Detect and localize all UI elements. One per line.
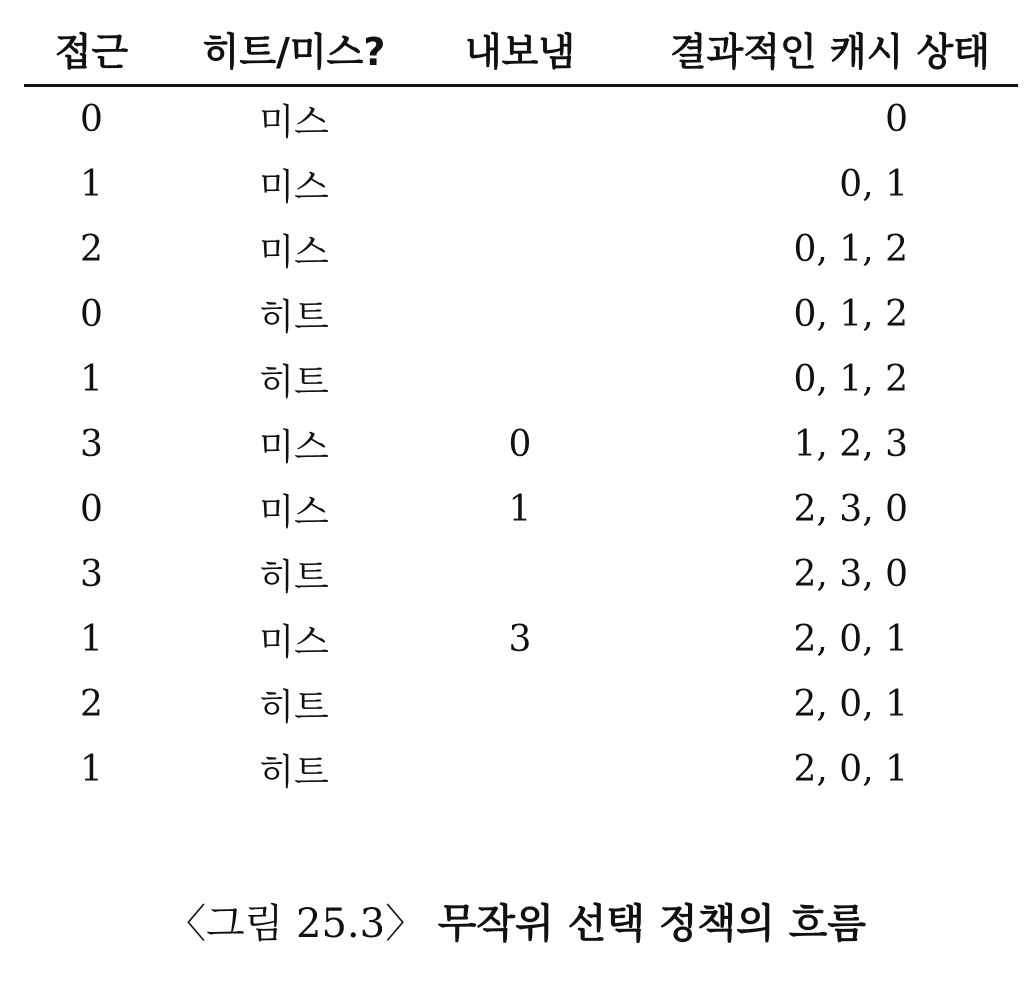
cell-access: 3 — [80, 554, 103, 595]
cell-cache-state: 2, 3, 0 — [793, 489, 908, 530]
cell-access: 2 — [80, 229, 103, 270]
cell-cache-state: 2, 0, 1 — [793, 749, 908, 790]
cell-access: 2 — [80, 684, 103, 725]
cell-access: 0 — [80, 294, 103, 335]
table-row — [24, 607, 1018, 672]
cell-access: 3 — [80, 424, 103, 465]
cell-hit-miss: 미스 — [259, 622, 329, 663]
cache-trace-table-container — [24, 18, 1018, 802]
table-row — [24, 217, 1018, 282]
figure-caption — [0, 892, 1032, 949]
cell-hit-miss: 히트 — [259, 362, 329, 403]
cache-trace-table — [24, 18, 1018, 802]
cell-access: 1 — [80, 359, 103, 400]
cell-evicted: 1 — [508, 489, 532, 530]
cell-access: 1 — [80, 619, 103, 660]
cell-hit-miss: 미스 — [259, 492, 329, 533]
cell-evicted — [429, 217, 611, 282]
figure-title: 무작위 선택 정책의 흐름 — [437, 901, 866, 947]
header-access: 접근 — [24, 18, 159, 86]
header-evicted: 내보냄 — [429, 18, 611, 86]
cell-hit-miss: 히트 — [259, 687, 329, 728]
table-row — [24, 152, 1018, 217]
figure-number: 〈그림 25.3〉 — [166, 901, 426, 947]
cell-cache-state: 0, 1, 2 — [793, 294, 908, 335]
cell-hit-miss: 미스 — [259, 102, 329, 143]
cell-cache-state: 0, 1, 2 — [793, 359, 908, 400]
cell-hit-miss: 히트 — [259, 297, 329, 338]
cell-cache-state: 1, 2, 3 — [793, 424, 908, 465]
cell-hit-miss: 미스 — [259, 232, 329, 273]
cell-evicted — [429, 542, 611, 607]
cell-evicted: 3 — [508, 619, 532, 660]
table-row — [24, 672, 1018, 737]
cell-evicted — [429, 152, 611, 217]
cell-access: 0 — [80, 489, 103, 530]
cell-cache-state: 2, 0, 1 — [793, 684, 908, 725]
header-hit-miss: 히트/미스? — [159, 18, 429, 86]
table-header-row — [24, 18, 1018, 86]
cell-cache-state: 0, 1 — [839, 164, 908, 205]
cell-hit-miss: 히트 — [259, 557, 329, 598]
cell-evicted — [429, 86, 611, 153]
cell-evicted: 0 — [508, 424, 532, 465]
cell-cache-state: 2, 3, 0 — [793, 554, 908, 595]
table-row — [24, 282, 1018, 347]
cell-evicted — [429, 737, 611, 802]
cell-access: 1 — [80, 749, 103, 790]
cell-cache-state: 0, 1, 2 — [793, 229, 908, 270]
cell-cache-state: 0 — [885, 99, 908, 140]
cell-cache-state: 2, 0, 1 — [793, 619, 908, 660]
cell-access: 0 — [80, 99, 103, 140]
cell-access: 1 — [80, 164, 103, 205]
cell-evicted — [429, 282, 611, 347]
cell-hit-miss: 히트 — [259, 752, 329, 793]
header-cache-state: 결과적인 캐시 상태 — [611, 18, 1018, 86]
table-row — [24, 412, 1018, 477]
table-row — [24, 737, 1018, 802]
cell-evicted — [429, 347, 611, 412]
cell-evicted — [429, 672, 611, 737]
cell-hit-miss: 미스 — [259, 167, 329, 208]
table-row — [24, 477, 1018, 542]
cell-hit-miss: 미스 — [259, 427, 329, 468]
table-row — [24, 86, 1018, 153]
table-body — [24, 86, 1018, 803]
table-row — [24, 347, 1018, 412]
table-row — [24, 542, 1018, 607]
